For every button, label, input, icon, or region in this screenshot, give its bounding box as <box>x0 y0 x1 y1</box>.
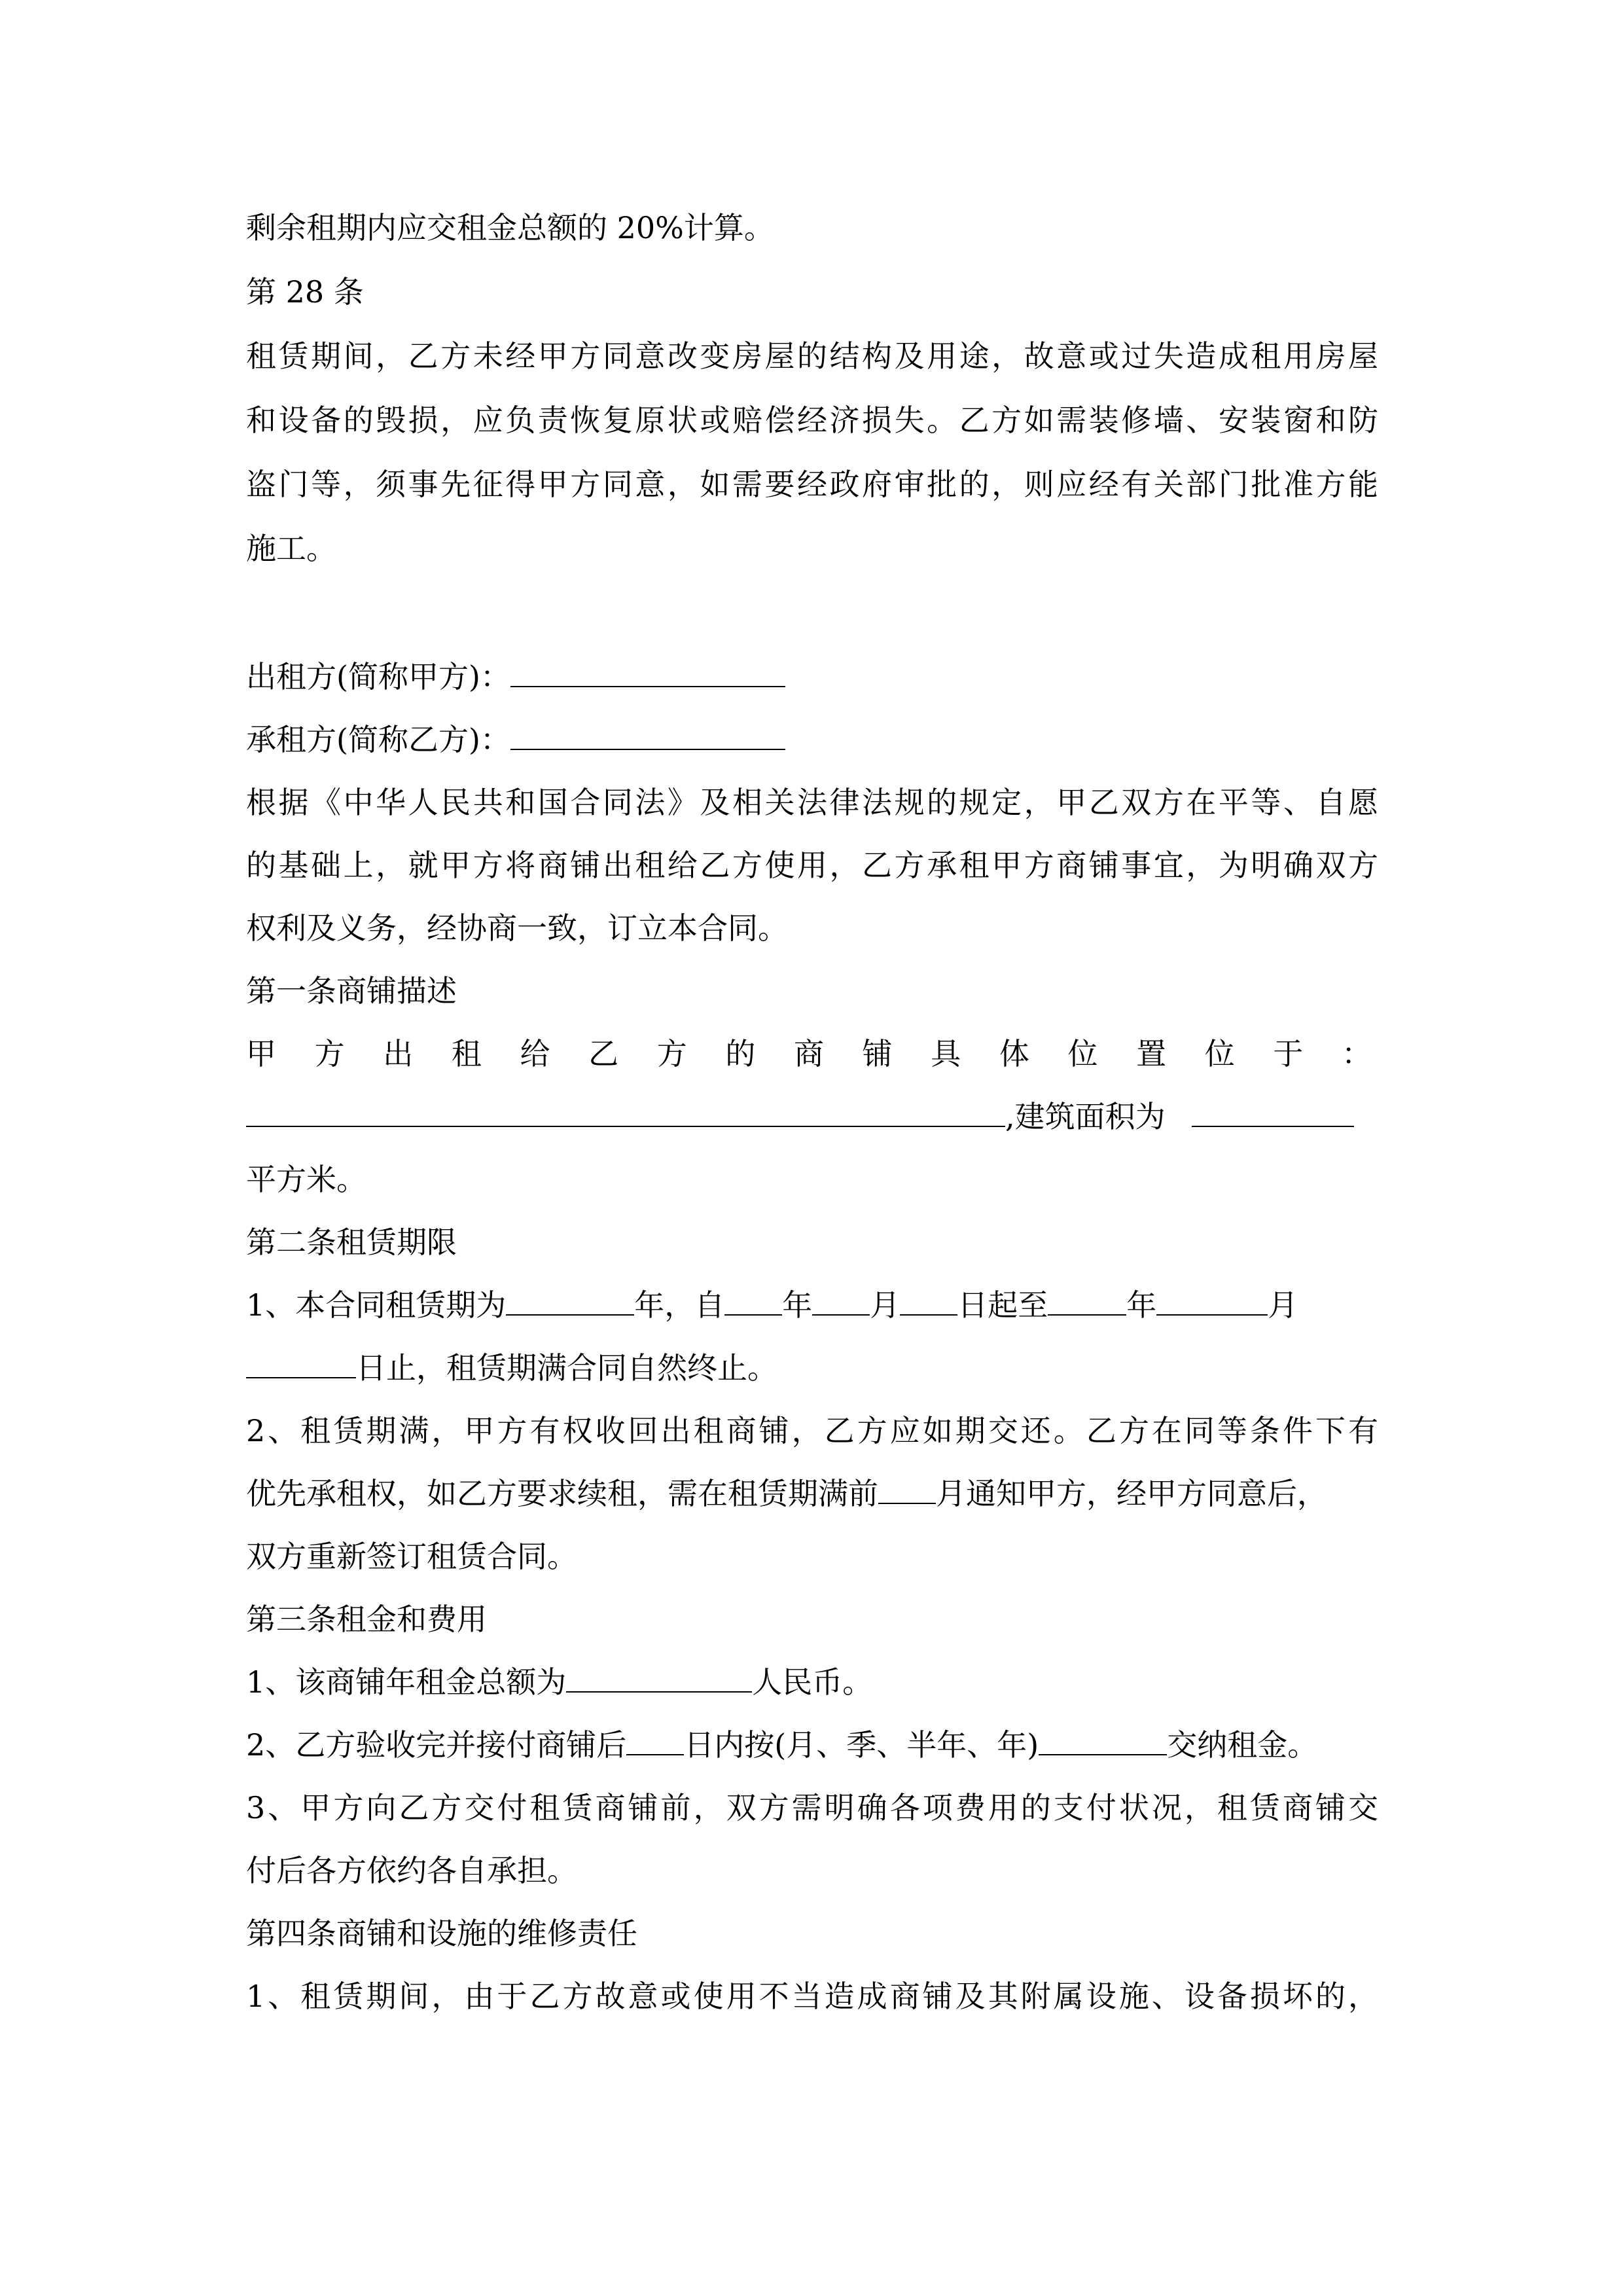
spaced-char: 的 <box>725 1036 756 1071</box>
area-label: ,建筑面积为 <box>1005 1099 1166 1134</box>
term-text: 年 <box>1126 1287 1157 1323</box>
spaced-char: 给 <box>520 1036 550 1071</box>
payment-text: 2、乙方验收完并接付商铺后 <box>246 1727 627 1763</box>
text-line: 3、甲方向乙方交付租赁商铺前，双方需明确各项费用的支付状况，租赁商铺交 <box>246 1790 1378 1825</box>
spaced-char: 于 <box>1273 1036 1304 1071</box>
notice-months-blank[interactable] <box>878 1475 936 1504</box>
term-text: 年 <box>782 1287 813 1323</box>
text-line: 权利及义务，经协商一致，订立本合同。 <box>246 910 788 946</box>
spaced-char: 具 <box>931 1036 961 1071</box>
location-blank[interactable] <box>246 1098 1005 1127</box>
text-line: 2、租赁期满，甲方有权收回出租商铺，乙方应如期交还。乙方在同等条件下有 <box>246 1413 1378 1448</box>
spaced-line <box>246 1034 1372 1073</box>
renewal-text: 优先承租权，如乙方要求续租，需在租赁期满前 <box>246 1476 878 1511</box>
spaced-char: 体 <box>999 1036 1029 1071</box>
end-year-blank[interactable] <box>1048 1287 1126 1316</box>
term-text: 日起至 <box>957 1287 1048 1323</box>
text-line: 的基础上，就甲方将商铺出租给乙方使用，乙方承租甲方商铺事宜，为明确双方 <box>246 848 1378 883</box>
spaced-char: 租 <box>451 1036 482 1071</box>
text-line: 根据《中华人民共和国合同法》及相关法律法规的规定，甲乙双方在平等、自愿 <box>246 785 1378 820</box>
text-line: 付后各方依约各自承担。 <box>246 1853 577 1888</box>
lessee-line <box>246 720 785 759</box>
start-year-blank[interactable] <box>724 1287 782 1316</box>
rent-text: 1、该商铺年租金总额为 <box>246 1664 567 1700</box>
term-line <box>246 1285 1298 1325</box>
term-text: 月 <box>870 1287 901 1323</box>
text-line: 盗门等，须事先征得甲方同意，如需要经政府审批的，则应经有关部门批准方能 <box>246 467 1378 502</box>
text-line: 剩余租期内应交租金总额的 20%计算。 <box>246 210 774 245</box>
term-text: 1、本合同租赁期为 <box>246 1287 507 1323</box>
section-heading: 第一条商铺描述 <box>246 973 457 1009</box>
text-line: 平方米。 <box>246 1162 366 1197</box>
annual-rent-blank[interactable] <box>566 1664 752 1693</box>
article-heading: 第 28 条 <box>246 274 364 310</box>
term-text: 月 <box>1268 1287 1298 1323</box>
end-month-blank[interactable] <box>1156 1287 1268 1316</box>
payment-line <box>246 1725 1317 1765</box>
lessee-blank[interactable] <box>510 721 785 750</box>
section-heading: 第三条租金和费用 <box>246 1602 487 1637</box>
text-line: 施工。 <box>246 531 336 566</box>
payment-period-blank[interactable] <box>1039 1727 1167 1755</box>
lessee-label: 承租方(简称乙方)： <box>246 722 510 757</box>
spaced-char: 方 <box>314 1036 345 1071</box>
spaced-char: ： <box>1342 1036 1372 1071</box>
renewal-text: 月通知甲方，经甲方同意后， <box>936 1476 1327 1511</box>
text-line: 和设备的毁损，应负责恢复原状或赔偿经济损失。乙方如需装修墙、安装窗和防 <box>246 403 1378 438</box>
rent-line <box>246 1662 872 1702</box>
end-day-blank[interactable] <box>246 1350 356 1378</box>
spaced-char: 位 <box>1204 1036 1235 1071</box>
text-line: 双方重新签订租赁合同。 <box>246 1539 577 1574</box>
spaced-char: 位 <box>1067 1036 1098 1071</box>
area-blank[interactable] <box>1192 1098 1354 1127</box>
text-line: 租赁期间，乙方未经甲方同意改变房屋的结构及用途，故意或过失造成租用房屋 <box>246 338 1378 374</box>
payment-days-blank[interactable] <box>626 1727 684 1755</box>
lessor-line <box>246 657 785 696</box>
payment-text: 交纳租金。 <box>1167 1727 1318 1763</box>
renewal-line <box>246 1474 1327 1513</box>
location-area-line <box>246 1097 1354 1136</box>
spaced-char: 置 <box>1136 1036 1167 1071</box>
start-month-blank[interactable] <box>812 1287 870 1316</box>
start-day-blank[interactable] <box>900 1287 957 1316</box>
term-text: 日止，租赁期满合同自然终止。 <box>356 1350 777 1386</box>
term-end-line <box>246 1348 777 1388</box>
spaced-char: 商 <box>794 1036 824 1071</box>
term-years-blank[interactable] <box>506 1287 634 1316</box>
lessor-blank[interactable] <box>510 658 785 687</box>
spaced-char: 铺 <box>862 1036 893 1071</box>
term-text: 年，自 <box>634 1287 725 1323</box>
spaced-char: 甲 <box>246 1036 276 1071</box>
spaced-char: 乙 <box>588 1036 619 1071</box>
text-line: 1、租赁期间，由于乙方故意或使用不当造成商铺及其附属设施、设备损坏的， <box>246 1979 1378 2014</box>
section-heading: 第四条商铺和设施的维修责任 <box>246 1916 637 1951</box>
spaced-char: 出 <box>383 1036 414 1071</box>
spaced-char: 方 <box>656 1036 687 1071</box>
rent-text: 人民币。 <box>752 1664 873 1700</box>
lessor-label: 出租方(简称甲方)： <box>246 659 510 694</box>
section-heading: 第二条租赁期限 <box>246 1225 457 1260</box>
payment-text: 日内按(月、季、半年、年) <box>684 1727 1039 1763</box>
